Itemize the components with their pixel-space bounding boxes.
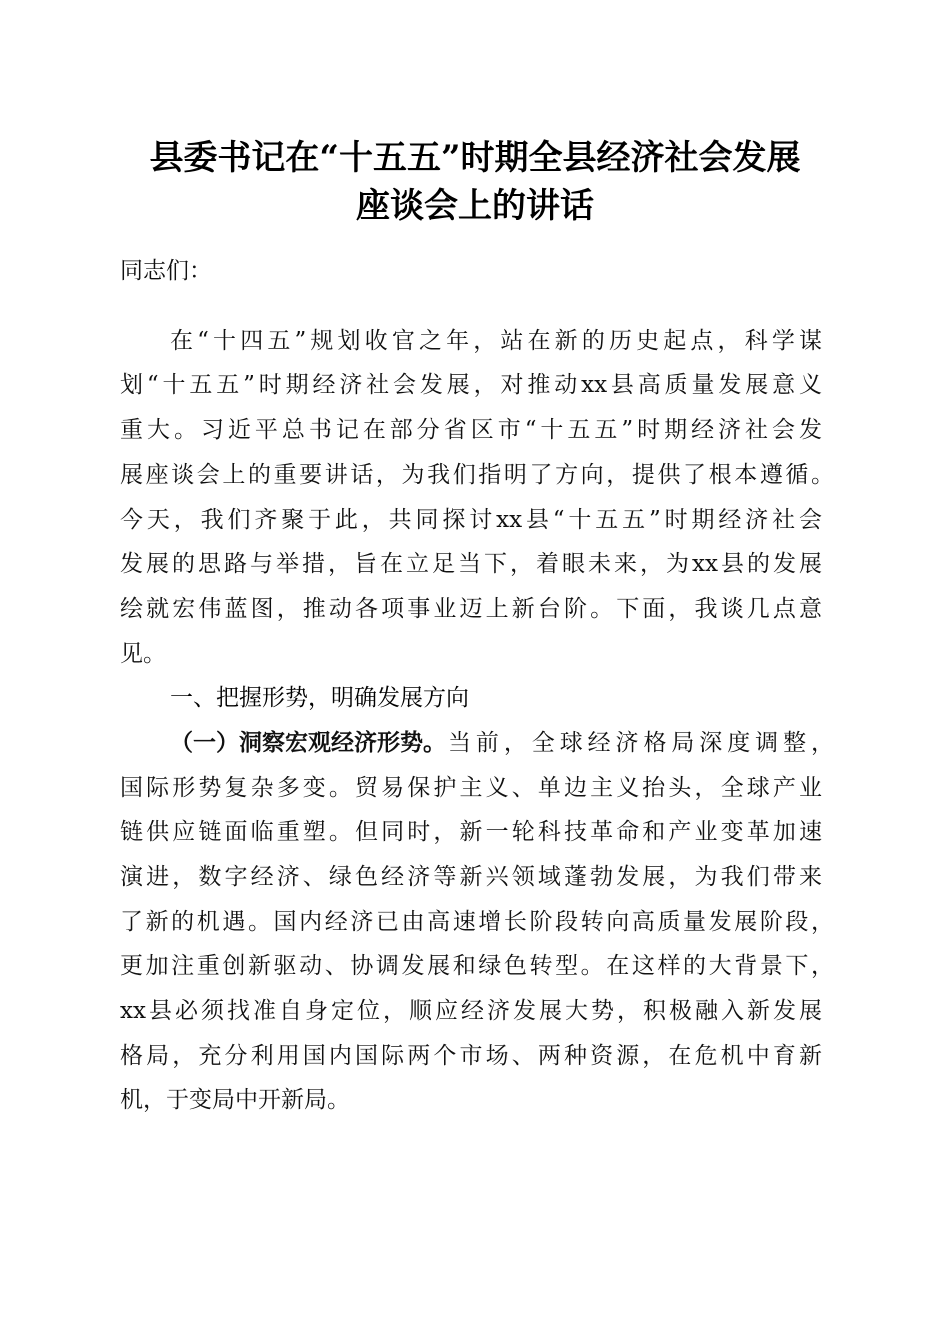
intro-paragraph-line: 见。 (120, 641, 166, 667)
subsection-paragraph-line: 当前，全球经济格局深度调整， (448, 730, 834, 756)
subsection-paragraph-line: xx县必须找准自身定位，顺应经济发展大势，积极融入新发展 (120, 998, 822, 1024)
salutation: 同志们： (120, 258, 212, 284)
intro-paragraph-line: 重大。习近平总书记在部分省区市“十五五”时期经济社会发 (120, 417, 822, 443)
intro-paragraph-line: 在“十四五”规划收官之年，站在新的历史起点，科学谋 (170, 328, 822, 354)
document-title-line-2: 座谈会上的讲话 (356, 186, 594, 226)
intro-paragraph-line: 绘就宏伟蓝图，推动各项事业迈上新台阶。下面，我谈几点意 (120, 596, 822, 622)
subsection-paragraph-line: 机，于变局中开新局。 (120, 1087, 350, 1113)
document-title-line-1: 县委书记在“十五五”时期全县经济社会发展 (149, 138, 801, 178)
subsection-paragraph-line: 格局，充分利用国内国际两个市场、两种资源，在危机中育新 (120, 1043, 822, 1069)
subsection-paragraph-line: 国际形势复杂多变。贸易保护主义、单边主义抬头，全球产业 (120, 775, 822, 801)
subsection-label: （一）洞察宏观经济形势。 (170, 729, 446, 756)
subsection-paragraph-line: 演进，数字经济、绿色经济等新兴领域蓬勃发展，为我们带来 (120, 864, 822, 890)
section-heading: 一、把握形势，明确发展方向 (170, 685, 469, 711)
intro-paragraph-line: 展座谈会上的重要讲话，为我们指明了方向，提供了根本遵循。 (120, 462, 834, 488)
intro-paragraph-line: 划“十五五”时期经济社会发展，对推动xx县高质量发展意义 (120, 372, 822, 398)
subsection-first-line (170, 728, 834, 758)
intro-paragraph-line: 发展的思路与举措，旨在立足当下，着眼未来，为xx县的发展 (120, 551, 822, 577)
subsection-paragraph-line: 更加注重创新驱动、协调发展和绿色转型。在这样的大背景下， (120, 953, 834, 979)
subsection-paragraph-line: 了新的机遇。国内经济已由高速增长阶段转向高质量发展阶段， (120, 909, 834, 935)
intro-paragraph-line: 今天，我们齐聚于此，共同探讨xx县“十五五”时期经济社会 (120, 507, 822, 533)
subsection-paragraph-line: 链供应链面临重塑。但同时，新一轮科技革命和产业变革加速 (120, 819, 822, 845)
